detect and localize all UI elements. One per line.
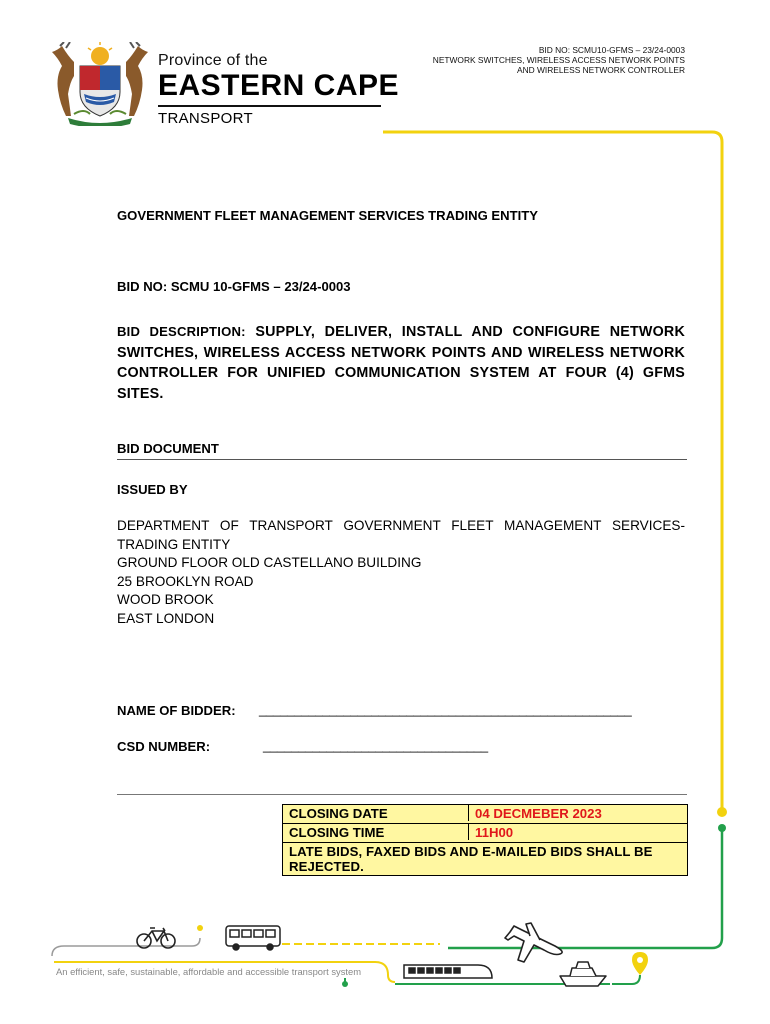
location-pin-icon [632, 952, 648, 975]
bus-icon [226, 926, 280, 950]
closing-time-row [283, 823, 687, 842]
section-divider [117, 459, 687, 460]
bidder-name-label: NAME OF BIDDER: [117, 703, 236, 718]
address-line: WOOD BROOK [117, 592, 214, 608]
bid-number: BID NO: SCMU 10-GFMS – 23/24-0003 [117, 279, 351, 294]
reference-line: NETWORK SWITCHES, WIRELESS ACCESS NETWORK POINTS [432, 55, 685, 65]
bicycle-icon [137, 928, 175, 948]
train-icon [404, 965, 492, 978]
bid-description-label: BID DESCRIPTION: [117, 324, 246, 339]
late-bids-notice: LATE BIDS, FAXED BIDS AND E-MAILED BIDS SHALL BE REJECTED. [289, 844, 653, 874]
logo-line-eastern-cape: EASTERN CAPE [158, 69, 400, 102]
bid-description [117, 322, 685, 404]
closing-details-table [282, 804, 688, 876]
logo-line-province: Province of the [158, 52, 268, 69]
header-bid-reference [433, 45, 685, 75]
footer-tagline: An efficient, safe, sustainable, affordable and accessible transport system [56, 966, 362, 977]
issued-by-heading: ISSUED BY [117, 482, 188, 497]
late-bids-row [283, 842, 687, 875]
coat-of-arms-icon [44, 42, 156, 126]
logo-divider [158, 105, 381, 107]
green-dot-right [718, 824, 726, 832]
closing-time-label: CLOSING TIME [283, 824, 469, 840]
bid-description-text: SUPPLY, DELIVER, INSTALL AND CONFIGURE NETWORK SWITCHES, WIRELESS ACCESS NETWORK POINTS AND WIRELESS NETWORK CONTROLLER FOR UNIFIED COMMUNICATION SYSTEM AT FOUR (4) GFMS SITES. [117, 324, 685, 402]
reference-line: BID NO: SCMU10-GFMS – 23/24-0003 [538, 45, 685, 55]
csd-number-field[interactable]: ________________________________ [263, 738, 488, 753]
address-line: DEPARTMENT OF TRANSPORT GOVERNMENT FLEET MANAGEMENT SERVICES- [117, 518, 685, 533]
ship-icon [560, 962, 606, 986]
address-line: 25 BROOKLYN ROAD [117, 573, 254, 589]
csd-number-label: CSD NUMBER: [117, 739, 211, 754]
reference-line: AND WIRELESS NETWORK CONTROLLER [517, 65, 685, 75]
logo-line-transport: TRANSPORT [158, 110, 253, 127]
closing-date-value: 04 DECMEBER 2023 [475, 806, 602, 821]
yellow-dot-right [717, 807, 727, 817]
closing-date-label: CLOSING DATE [283, 805, 469, 821]
bid-document-heading: BID DOCUMENT [117, 441, 219, 456]
issuer-address [117, 517, 685, 629]
address-line: TRADING ENTITY [117, 536, 231, 552]
bidder-name-field[interactable]: _____________________________________________________ [259, 702, 632, 717]
closing-date-row [283, 805, 687, 823]
closing-time-value: 11H00 [475, 825, 514, 840]
address-line: EAST LONDON [117, 610, 215, 626]
section-divider-bottom [117, 794, 687, 795]
airplane-icon [505, 923, 562, 962]
address-line: GROUND FLOOR OLD CASTELLANO BUILDING [117, 555, 422, 571]
entity-title: GOVERNMENT FLEET MANAGEMENT SERVICES TRADING ENTITY [117, 208, 538, 223]
department-logo-text [158, 52, 399, 127]
